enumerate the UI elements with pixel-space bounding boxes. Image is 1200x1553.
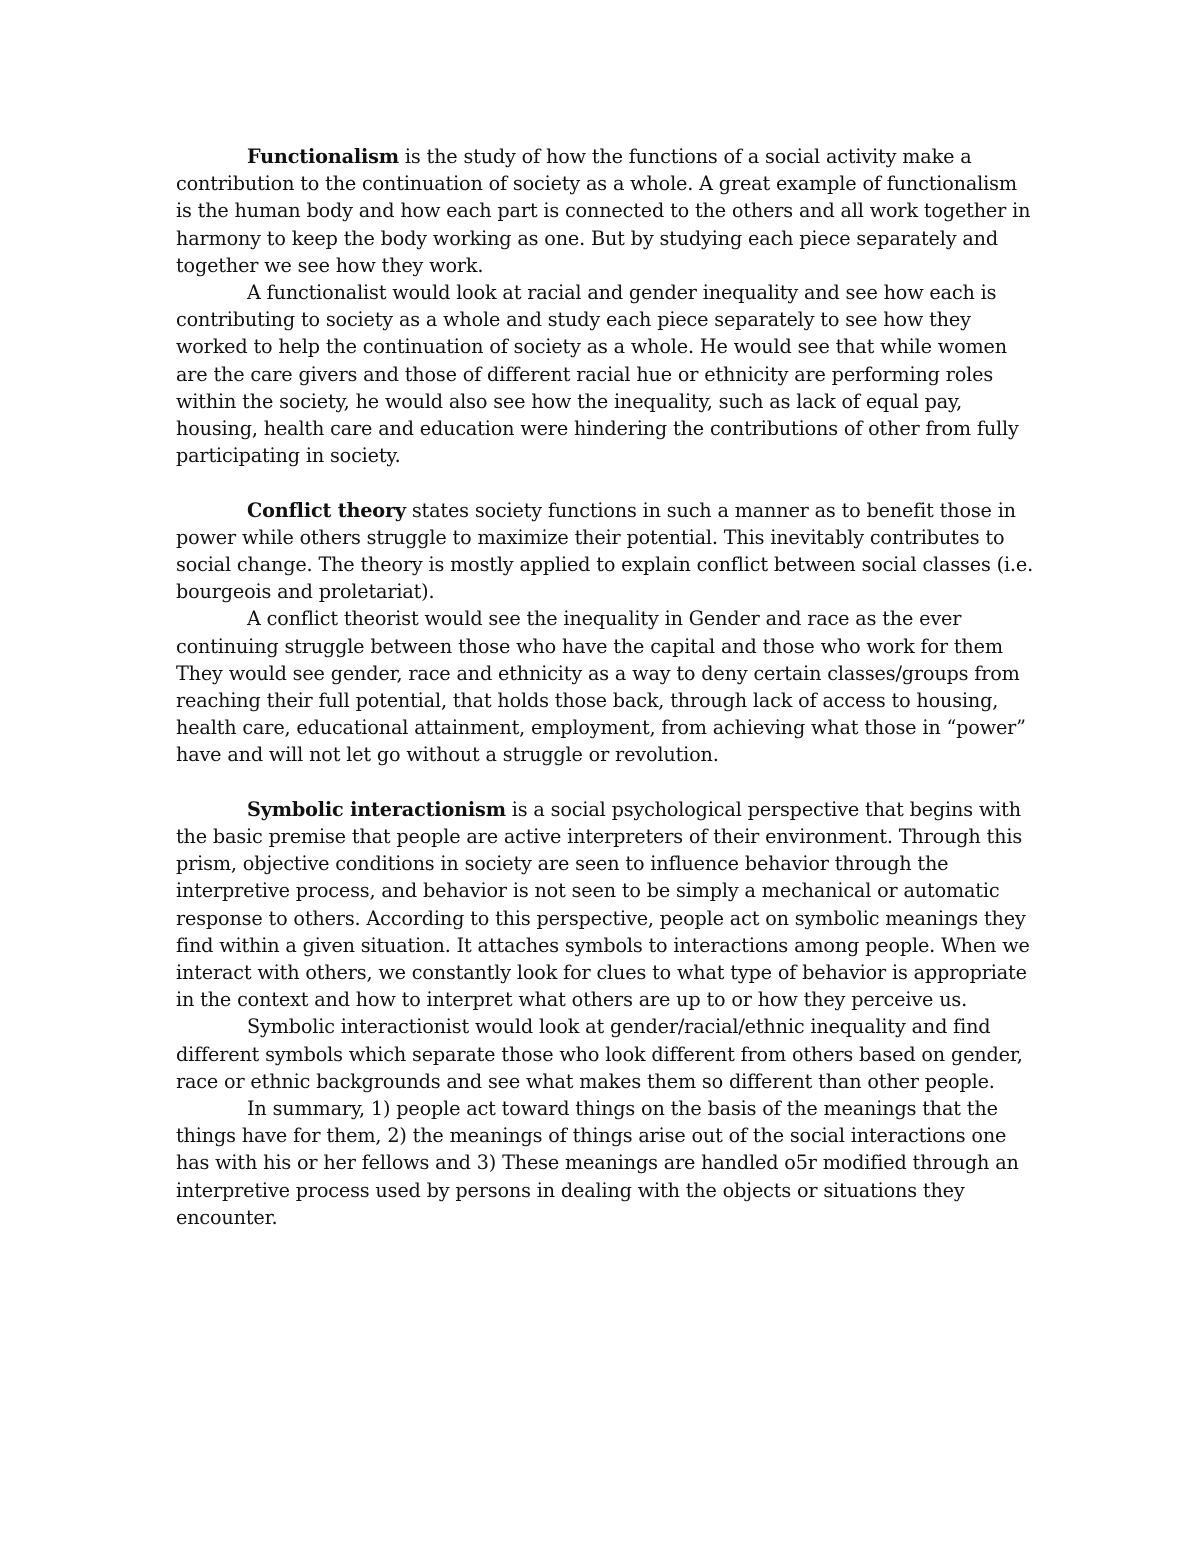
- term-heading: Symbolic interactionism: [247, 797, 506, 821]
- paragraph-text: states society functions in such a manner as to benefit those in power while others struggle to maximize their potential. This inevitably contributes to social change. The theory is mostly applied to explain conflict between social classes (i.e. bourgeois and proletariat).: [176, 498, 1034, 604]
- section-conflict-theory: [176, 497, 1036, 769]
- paragraph-text: is the study of how the functions of a social activity make a contribution to the continuation of society as a whole. A great example of functionalism is the human body and how each part is connected to the others and all work together in harmony to keep the body working as one. But by studying each piece separately and together we see how they work.: [176, 145, 1031, 277]
- paragraph: [176, 497, 1036, 606]
- term-heading: Functionalism: [247, 145, 399, 168]
- paragraph: In summary, 1) people act toward things on the basis of the meanings that the things have for them, 2) the meanings of things arise out of the social interactions one has with his or her fellows and 3) These meanings are handled o5r modified through an interpretive process used by persons in dealing with the objects or situations they encounter.: [176, 1097, 1019, 1229]
- section-symbolic-interactionism: [176, 796, 1036, 1231]
- paragraph: [176, 143, 1036, 279]
- paragraph-text: is a social psychological perspective that begins with the basic premise that people are active interpreters of their environment. Through this prism, objective conditions in society are seen to influence behavior through the interpretive process, and behavior is not seen to be simply a mechanical or automatic response to others. According to this perspective, people act on symbolic meanings they find within a given situation. It attaches symbols to interactions among people. When we interact with others, we constantly look for clues to what type of behavior is appropriate in the context and how to interpret what others are up to or how they perceive us.: [176, 797, 1030, 1012]
- paragraph: A functionalist would look at racial and gender inequality and see how each is contributing to society as a whole and study each piece separately to see how they worked to help the continuation of society as a whole. He would see that while women are the care givers and those of different racial hue or ethnicity are performing roles within the society, he would also see how the inequality, such as lack of equal pay, housing, health care and education were hindering the contributions of other from fully participating in society.: [176, 281, 1019, 468]
- paragraph: Symbolic interactionist would look at gender/racial/ethnic inequality and find different symbols which separate those who look different from others based on gender, race or ethnic backgrounds and see what makes them so different than other people.: [176, 1015, 1023, 1093]
- paragraph: A conflict theorist would see the inequality in Gender and race as the ever continuing struggle between those who have the capital and those who work for them They would see gender, race and ethnicity as a way to deny certain classes/groups from reaching their full potential, that holds those back, through lack of access to housing, health care, educational attainment, employment, from achieving what those in “power” have and will not let go without a struggle or revolution.: [176, 607, 1026, 767]
- paragraph: [176, 796, 1036, 1014]
- document-body: [176, 143, 1036, 1231]
- section-functionalism: [176, 143, 1036, 469]
- term-heading: Conflict theory: [247, 498, 406, 522]
